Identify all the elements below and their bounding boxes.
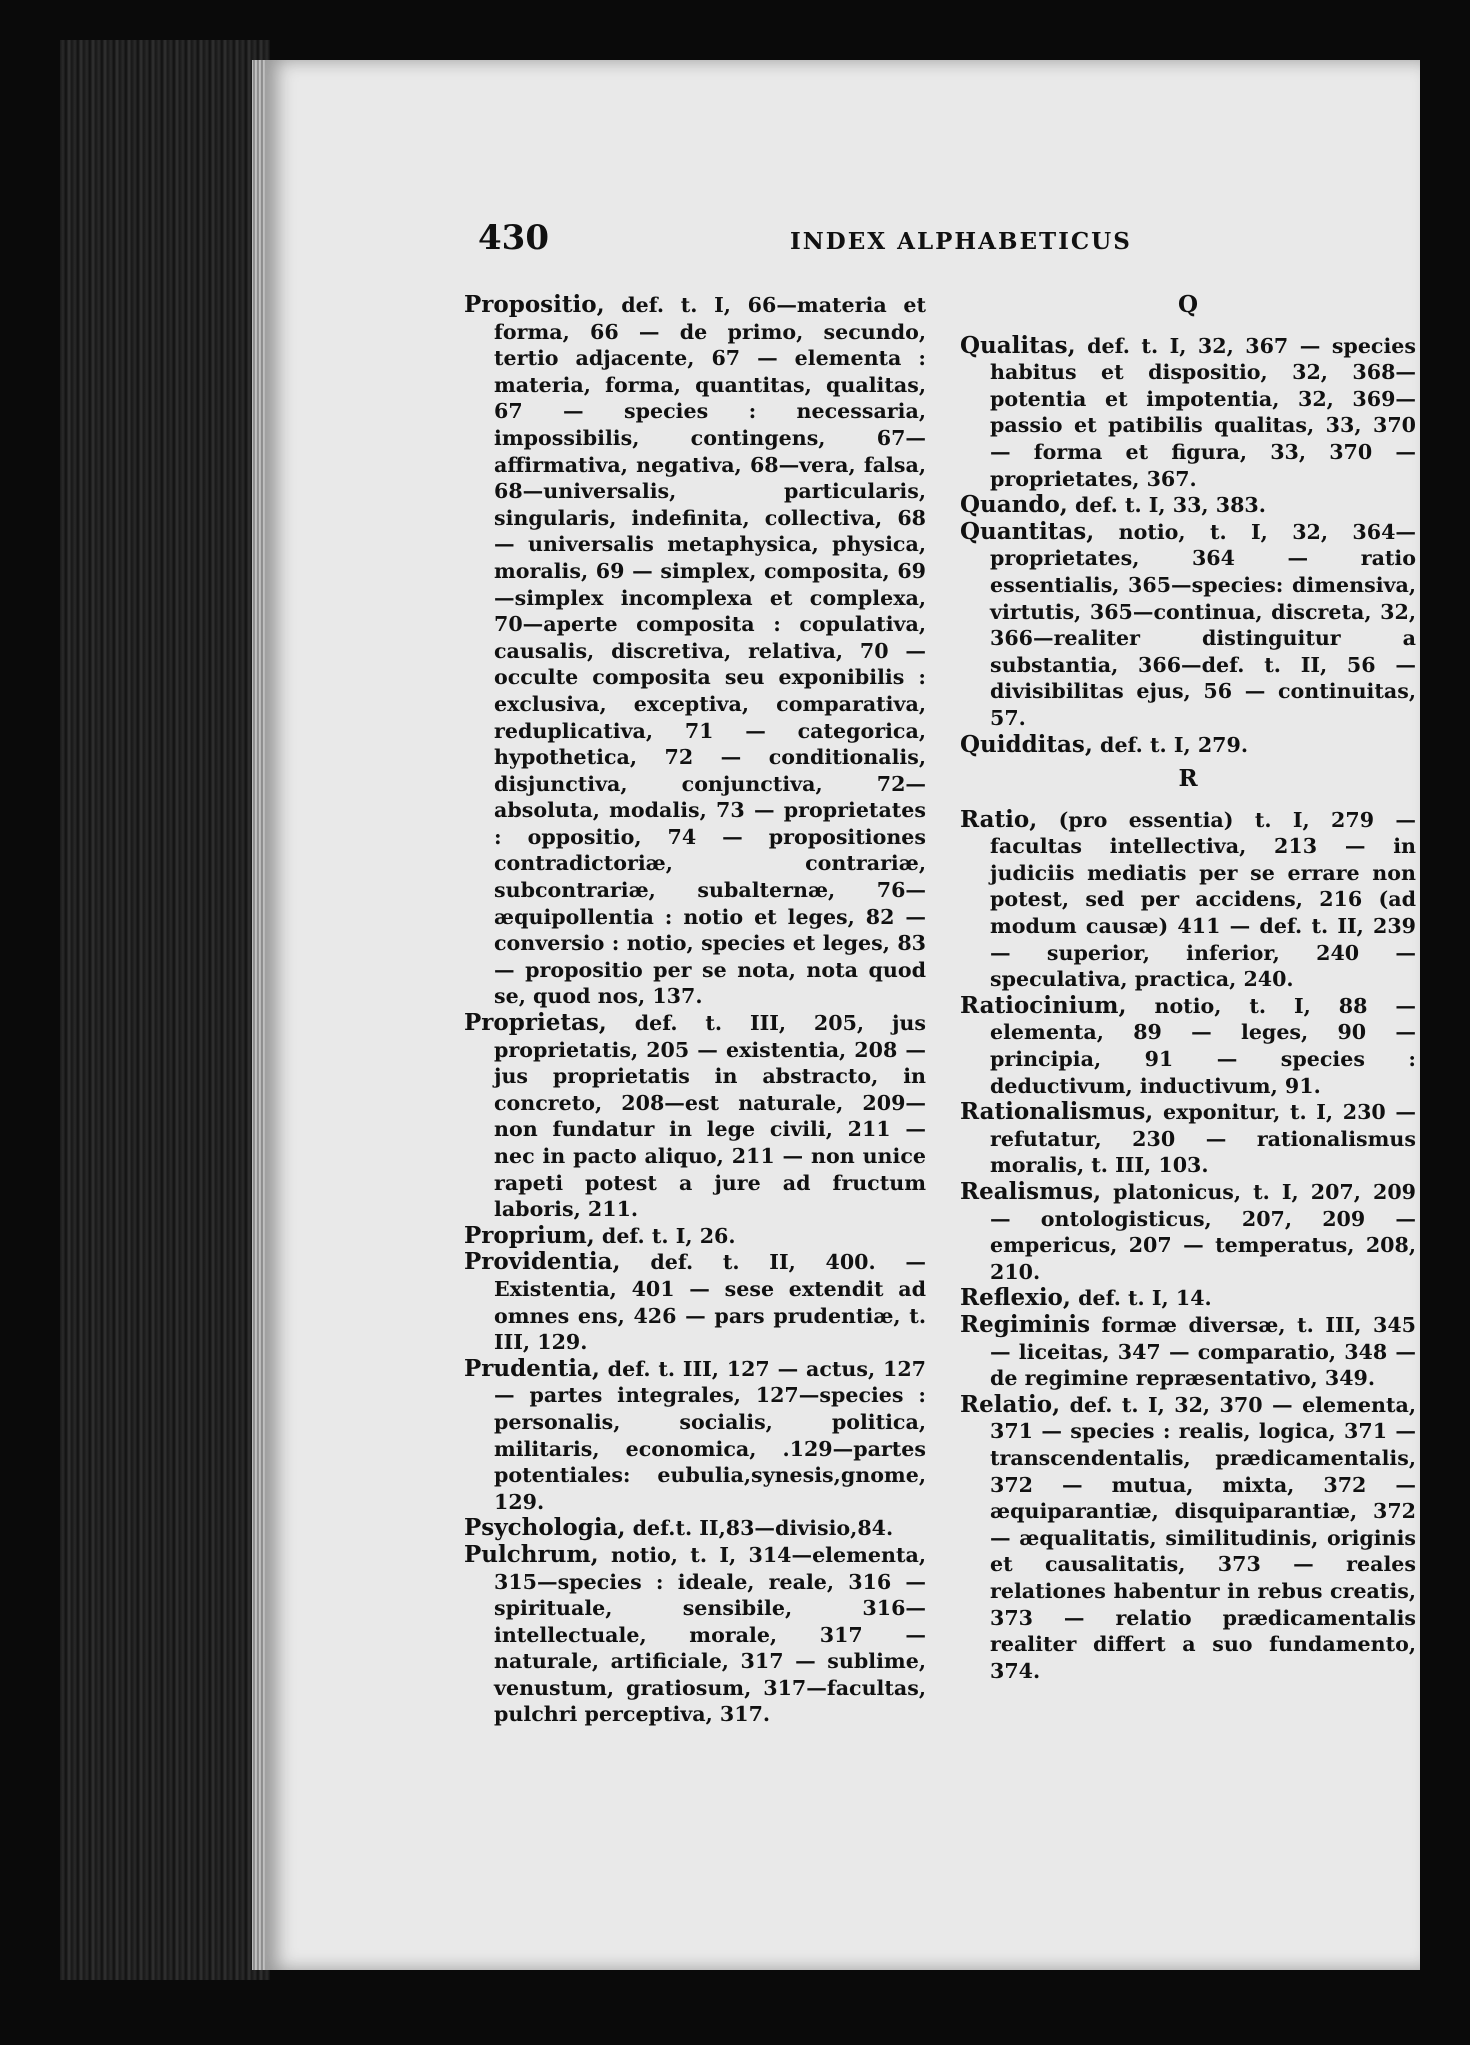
section-letter-q: Q — [1177, 291, 1199, 318]
index-entry — [464, 1542, 926, 1728]
entry-head: Proprietas, — [464, 1009, 607, 1037]
entry-text: exponitur, t. I, 230 — refutatur, 230 — rationalismus moralis, t. III, 103. — [990, 1100, 1416, 1178]
entry-head: Regiminis — [960, 1310, 1091, 1338]
index-entry — [960, 1312, 1416, 1392]
entry-text: def. t. I, 26. — [594, 1223, 736, 1248]
right-column — [960, 292, 1416, 1684]
entry-text: def. t. I, 66—materia et forma, 66 — de primo, secundo, tertio adjacente, 67 — elementa : materia, forma, quantitas, qualitas, 67 — species : necessaria, impossibilis, contingens, 67—affirmativa, negativa, 68—vera, falsa, 68—universalis, particularis, singularis, indefinita, collectiva, 68 — universalis metaphysica, physica, moralis, 69 — simplex, composita, 69—simplex incomplexa et complexa, 70—aperte composita : copulativa, causalis, discretiva, relativa, 70 — occulte composita seu exponibilis : exclusiva, exceptiva, comparativa, reduplicativa, 71 — categorica, hypothetica, 72 — conditionalis, disjunctiva, conjunctiva, 72—absoluta, modalis, 73 — proprietates : oppositio, 74 — propositiones contradictoriæ, contrariæ, subcontrariæ, subalternæ, 76—æquipollentia : notio et leges, 82 — conversio : notio, species et leges, 83 — propositio per se nota, nota quod se, quod nos, 137. — [494, 293, 926, 1009]
entry-head: Propositio, — [464, 291, 605, 318]
entry-text: notio, t. I, 88 — elementa, 89 — leges, 90 — principia, 91 — species : deductivum, inductivum, 91. — [990, 993, 1416, 1098]
index-entry — [960, 1285, 1416, 1312]
index-entry — [464, 1356, 926, 1516]
index-entry — [960, 732, 1416, 759]
entry-text: def. t. III, 205, jus proprietatis, 205 — existentia, 208 — jus proprietatis in abstracto, in concreto, 208—est naturale, 209—non fundatur in lege civili, 211 — nec in pacto aliquo, 211 — non unice rapeti potest a jure ad fructum laboris, 211. — [494, 1011, 926, 1222]
entry-head: Qualitas, — [960, 331, 1076, 359]
index-entry — [464, 292, 926, 1010]
entry-head: Quantitas, — [960, 517, 1095, 545]
entry-head: Proprium, — [464, 1221, 595, 1249]
book-spine — [60, 40, 270, 1980]
index-entry — [960, 1392, 1416, 1685]
entry-text: def. t. I, 33, 383. — [1067, 493, 1266, 518]
entry-head: Ratio, — [960, 805, 1038, 833]
entry-head: Prudentia, — [464, 1354, 600, 1382]
entry-head: Pulchrum, — [464, 1540, 599, 1568]
entry-head: Reflexio, — [960, 1284, 1071, 1312]
page-number: 430 — [478, 218, 549, 258]
left-column — [464, 292, 926, 1728]
index-entry — [960, 993, 1416, 1099]
index-entry — [464, 1223, 926, 1250]
entry-text: def. t. I, 279. — [1092, 732, 1249, 757]
entry-head: Rationalismus, — [960, 1098, 1154, 1126]
entry-text: notio, t. I, 314—elementa, 315—species : ideale, reale, 316 —spirituale, sensibile, 316—intellectuale, morale, 317 — naturale, artificiale, 317 — sublime, venustum, gratiosum, 317—facultas, pulchri perceptiva, 317. — [494, 1542, 926, 1727]
index-entry — [960, 519, 1416, 732]
entry-text: def. t. III, 127 — actus, 127 — partes integrales, 127—species : personalis, socialis, politica, militaris, economica, .129—partes potentiales: eubulia,synesis,gnome, 129. — [494, 1356, 926, 1514]
entry-text: def. t. I, 32, 370 — elementa, 371 — species : realis, logica, 371 — transcendentalis, prædicamentalis, 372 — mutua, mixta, 372 — æquiparantiæ, disquiparantiæ, 372 — æqualitatis, similitudinis, originis et causalitatis, 373 — reales relationes habentur in rebus creatis, 373 — relatio prædicamentalis realiter differt a suo fundamento, 374. — [990, 1392, 1416, 1683]
entry-text: notio, t. I, 32, 364—proprietates, 364 — ratio essentialis, 365—species: dimensiva, virtutis, 365—continua, discreta, 32, 366—realiter distinguitur a substantia, 366—def. t. II, 56 — divisibilitas ejus, 56 — continuitas, 57. — [990, 519, 1416, 730]
index-entry — [960, 492, 1416, 519]
entry-head: Providentia, — [464, 1248, 621, 1276]
index-entry — [960, 1099, 1416, 1179]
entry-text: def. t. I, 32, 367 — species habitus et dispositio, 32, 368—potentia et impotentia, 32, 369—passio et patibilis qualitas, 33, 370 — forma et figura, 33, 370 — proprietates, 367. — [990, 333, 1416, 491]
index-entry — [464, 1249, 926, 1355]
entry-text: def. t. II, 400. — Existentia, 401 — sese extendit ad omnes ens, 426 — pars prudentiæ, t. III, 129. — [494, 1250, 926, 1355]
entry-text: (pro essentia) t. I, 279 — facultas intellectiva, 213 — in judiciis mediatis per se errare non potest, sed per accidens, 216 (ad modum causæ) 411 — def. t. II, 239 — superior, inferior, 240 — speculativa, practica, 240. — [990, 807, 1416, 992]
entry-text: def. t. I, 14. — [1070, 1286, 1212, 1311]
entry-text: def.t. II,83—divisio,84. — [625, 1516, 894, 1541]
index-entry — [960, 333, 1416, 493]
entry-head: Quando, — [960, 491, 1068, 519]
entry-text: formæ diversæ, t. III, 345 — liceitas, 347 — comparatio, 348 — de regimine repræsentativo, 349. — [990, 1312, 1416, 1391]
index-entry — [960, 1179, 1416, 1285]
index-entry — [464, 1515, 926, 1542]
section-letter-r: R — [1178, 765, 1198, 793]
entry-text: platonicus, t. I, 207, 209 — ontologisticus, 207, 209 — empericus, 207 — temperatus, 208, 210. — [990, 1180, 1416, 1284]
running-head: INDEX ALPHABETICUS — [790, 228, 1132, 255]
entry-head: Quidditas, — [960, 730, 1093, 758]
entry-head: Relatio, — [960, 1390, 1061, 1418]
entry-head: Realismus, — [960, 1178, 1102, 1205]
entry-head: Psychologia, — [464, 1514, 626, 1542]
entry-head: Ratiocinium, — [960, 991, 1127, 1019]
index-entry — [464, 1010, 926, 1223]
index-entry — [960, 807, 1416, 993]
